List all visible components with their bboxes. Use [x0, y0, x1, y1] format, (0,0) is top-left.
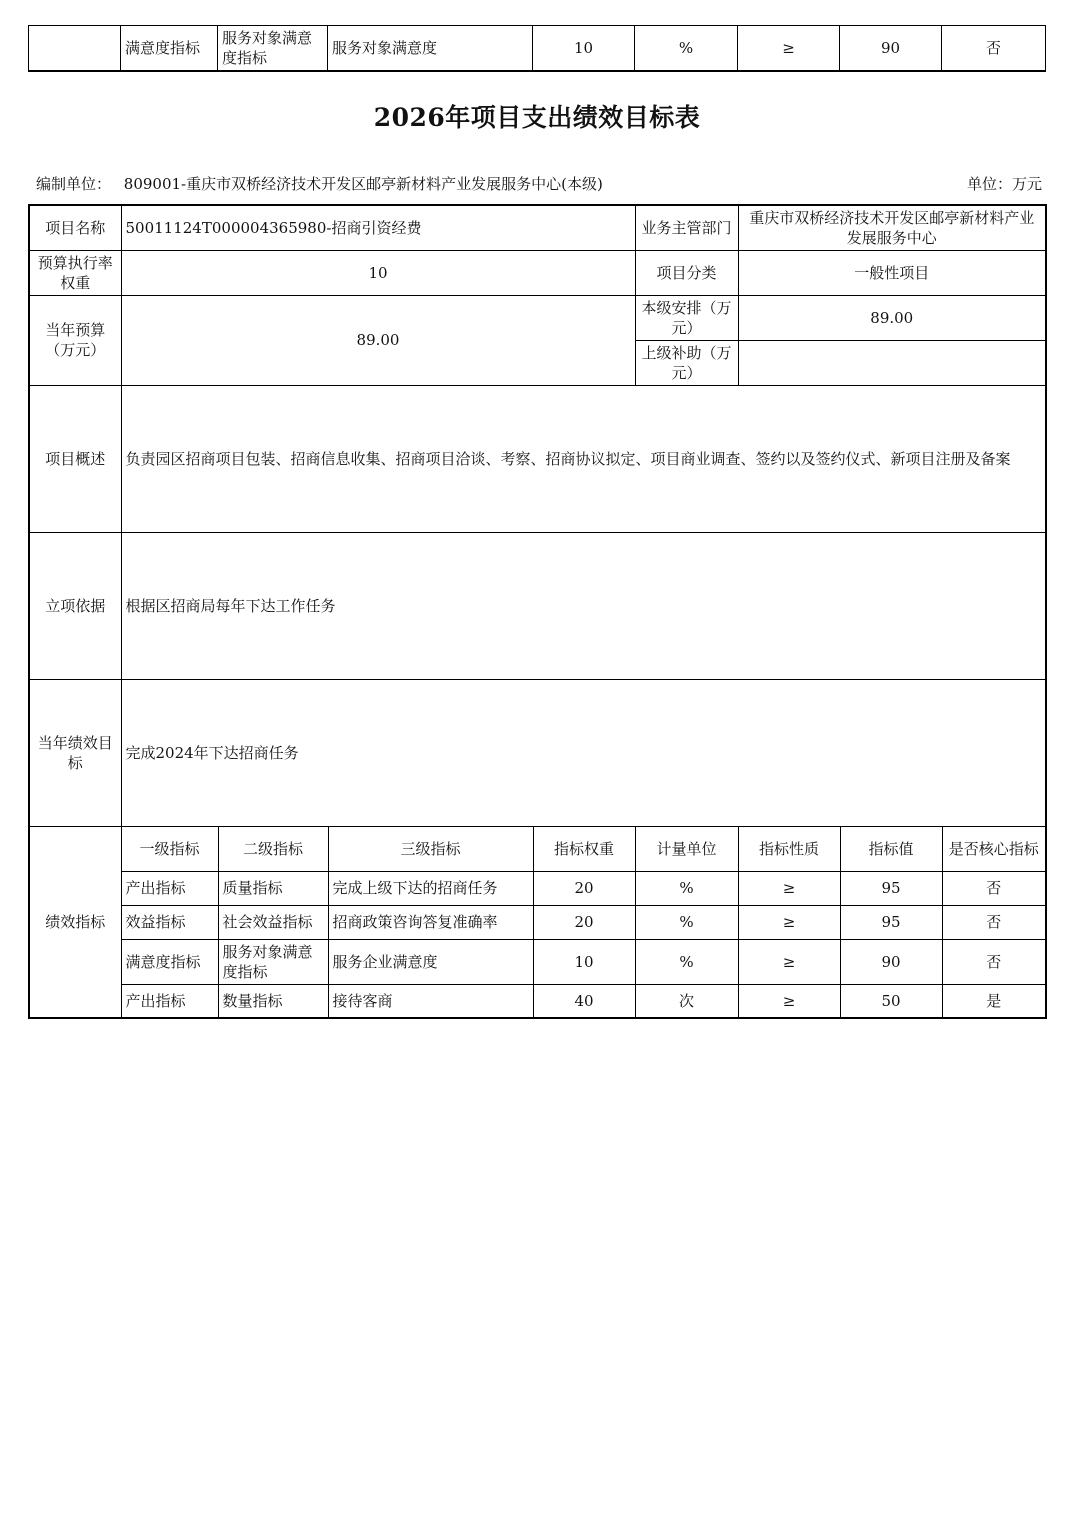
level1-cell: 效益指标 [121, 905, 218, 939]
unit-cell: % [635, 905, 738, 939]
indicator-row [29, 939, 1046, 984]
header-weight: 指标权重 [533, 826, 635, 871]
table-row [29, 385, 1046, 532]
core-cell: 否 [942, 939, 1046, 984]
project-name-value: 50011124T000004365980-招商引资经费 [121, 205, 635, 250]
value-cell: 90 [840, 939, 942, 984]
core-cell: 否 [942, 871, 1046, 905]
level1-cell: 产出指标 [121, 984, 218, 1018]
value-cell: 90 [840, 26, 942, 72]
indicator-row [29, 984, 1046, 1018]
level3-cell: 服务对象满意度 [328, 26, 533, 72]
table-row [29, 205, 1046, 250]
previous-table-fragment [28, 25, 1046, 72]
value-cell: 95 [840, 871, 942, 905]
own-level-value: 89.00 [738, 295, 1046, 340]
unit-cell: % [635, 871, 738, 905]
unit-cell: % [635, 939, 738, 984]
level3-cell: 服务企业满意度 [328, 939, 533, 984]
unit-label: 单位：万元 [966, 175, 1042, 193]
label-goal: 当年绩效目标 [29, 679, 121, 826]
level1-cell: 满意度指标 [121, 939, 218, 984]
header-level3: 三级指标 [328, 826, 533, 871]
org-line [36, 173, 603, 194]
value-cell: 50 [840, 984, 942, 1018]
nature-cell: ≥ [738, 26, 840, 72]
header-level1: 一级指标 [121, 826, 218, 871]
level1-cell: 满意度指标 [121, 26, 218, 72]
page-title: 2026年项目支出绩效目标表 [373, 103, 701, 132]
nature-cell: ≥ [738, 905, 840, 939]
core-cell: 否 [942, 26, 1046, 72]
label-own-level: 本级安排（万元） [635, 295, 738, 340]
dept-value: 重庆市双桥经济技术开发区邮亭新材料产业发展服务中心 [738, 205, 1046, 250]
empty-cell [29, 26, 121, 72]
level3-cell: 完成上级下达的招商任务 [328, 871, 533, 905]
indicator-header-row [29, 826, 1046, 871]
table-row [29, 532, 1046, 679]
weight-cell: 20 [533, 905, 635, 939]
indicator-row [29, 871, 1046, 905]
unit-cell: 次 [635, 984, 738, 1018]
indicator-row [29, 905, 1046, 939]
label-indicators: 绩效指标 [29, 826, 121, 1018]
label-exec-weight: 预算执行率权重 [29, 250, 121, 295]
label-project-name: 项目名称 [29, 205, 121, 250]
core-cell: 否 [942, 905, 1046, 939]
unit-cell: % [635, 26, 738, 72]
label-basis: 立项依据 [29, 532, 121, 679]
nature-cell: ≥ [738, 871, 840, 905]
basis-value: 根据区招商局每年下达工作任务 [121, 532, 1046, 679]
budget-value: 89.00 [121, 295, 635, 385]
exec-weight-value: 10 [121, 250, 635, 295]
label-category: 项目分类 [635, 250, 738, 295]
table-row [29, 295, 1046, 340]
category-value: 一般性项目 [738, 250, 1046, 295]
org-value: 809001-重庆市双桥经济技术开发区邮亭新材料产业发展服务中心(本级) [123, 175, 603, 193]
table-row [29, 26, 1046, 72]
superior-value [738, 340, 1046, 385]
performance-table [28, 204, 1047, 1019]
table-row [29, 679, 1046, 826]
org-label: 编制单位： [36, 175, 112, 193]
weight-cell: 40 [533, 984, 635, 1018]
level1-cell: 产出指标 [121, 871, 218, 905]
table-row [29, 250, 1046, 295]
level2-cell: 服务对象满意度指标 [218, 939, 328, 984]
level2-cell: 服务对象满意度指标 [218, 26, 328, 72]
header-level2: 二级指标 [218, 826, 328, 871]
level2-cell: 社会效益指标 [218, 905, 328, 939]
label-dept: 业务主管部门 [635, 205, 738, 250]
level2-cell: 数量指标 [218, 984, 328, 1018]
header-unit: 计量单位 [635, 826, 738, 871]
level3-cell: 接待客商 [328, 984, 533, 1018]
header-core: 是否核心指标 [942, 826, 1046, 871]
label-budget: 当年预算（万元） [29, 295, 121, 385]
header-value: 指标值 [840, 826, 942, 871]
overview-value: 负责园区招商项目包装、招商信息收集、招商项目洽谈、考察、招商协议拟定、项目商业调查、签约以及签约仪式、新项目注册及备案 [121, 385, 1046, 532]
goal-value: 完成2024年下达招商任务 [121, 679, 1046, 826]
nature-cell: ≥ [738, 984, 840, 1018]
weight-cell: 10 [533, 939, 635, 984]
value-cell: 95 [840, 905, 942, 939]
label-overview: 项目概述 [29, 385, 121, 532]
weight-cell: 20 [533, 871, 635, 905]
header-nature: 指标性质 [738, 826, 840, 871]
nature-cell: ≥ [738, 939, 840, 984]
level3-cell: 招商政策咨询答复准确率 [328, 905, 533, 939]
core-cell: 是 [942, 984, 1046, 1018]
level2-cell: 质量指标 [218, 871, 328, 905]
label-superior: 上级补助（万元） [635, 340, 738, 385]
weight-cell: 10 [533, 26, 635, 72]
